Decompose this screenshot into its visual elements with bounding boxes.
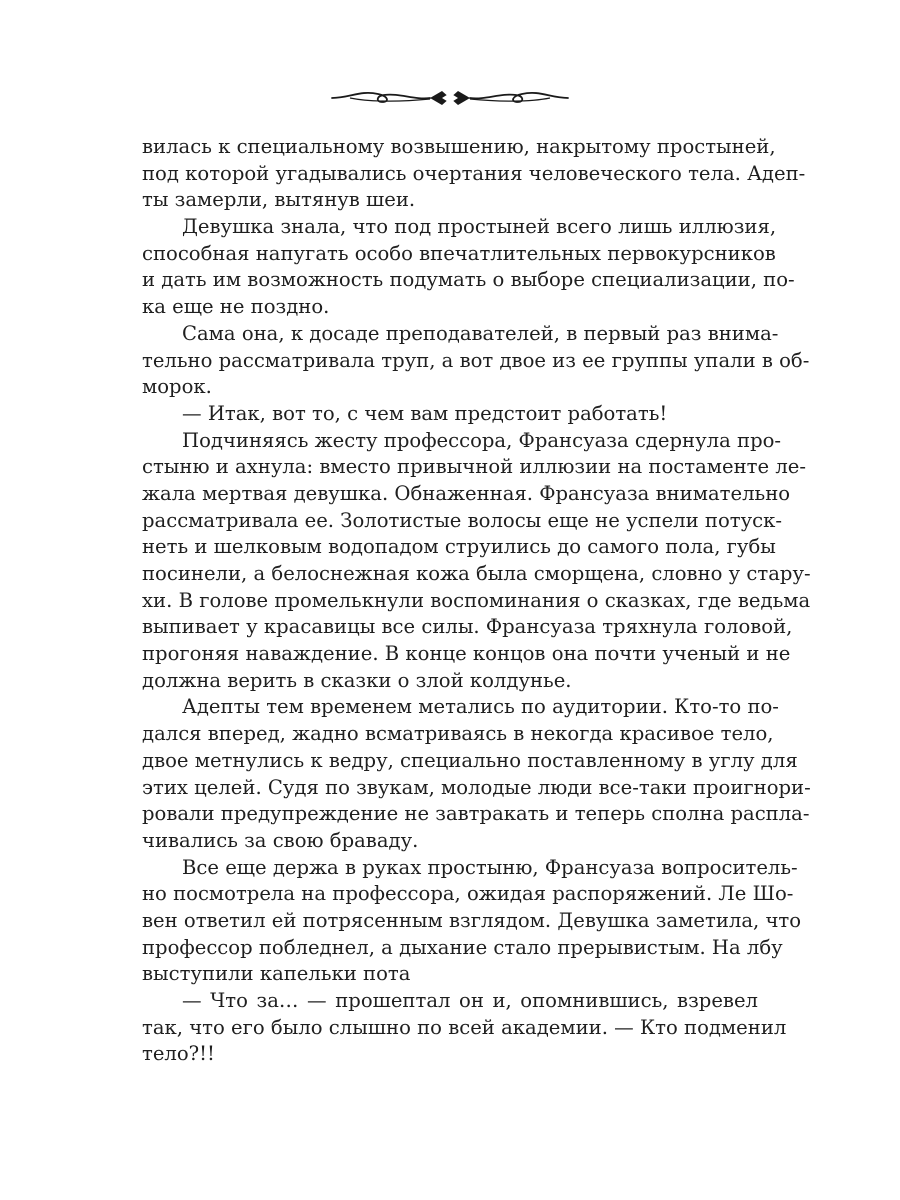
text-line: неть и шелковым водопадом струились до самого пола, губы [142,535,776,559]
body-text [142,134,811,1068]
text-line: но посмотрела на профессора, ожидая распоряжений. Ле Шо- [142,882,794,906]
paragraph [142,214,795,321]
text-line: ты замерли, вытянув шеи. [142,188,416,212]
text-line: способная напугать особо впечатлительных первокурсников [142,241,776,265]
text-line: тело?!! [142,1042,215,1066]
text-line: Подчиняясь жесту профессора, Франсуаза сдернула про- [182,428,782,452]
paragraph [142,428,811,695]
text-line: этих целей. Судя по звукам, молодые люди все-таки проигнори- [142,775,811,799]
text-line: Адепты тем временем метались по аудитории. Кто-то по- [182,695,779,719]
text-line: хи. В голове промелькнули воспоминания о сказках, где ведьма [142,588,811,612]
text-line: жала мертвая девушка. Обнаженная. Франсуаза внимательно [142,481,791,505]
text-line: под которой угадывались очертания человеческого тела. Адеп- [142,161,806,185]
paragraph [142,855,802,988]
text-line: и дать им возможность подумать о выборе специализации, по- [142,268,795,292]
text-line: Все еще держа в руках простыню, Франсуаза вопроситель- [182,855,798,879]
paragraph [142,694,811,854]
text-line: — Итак, вот то, с чем вам предстоит работать! [182,401,668,425]
paragraph [142,401,758,428]
text-line: чивались за свою браваду. [142,828,419,852]
text-line: прогоняя наваждение. В конце концов она почти ученый и не [142,642,791,666]
flourish-divider-icon [330,86,570,110]
text-line: выпивает у красавицы все силы. Франсуаза тряхнула головой, [142,615,793,639]
text-line: профессор побледнел, а дыхание стало прерывистым. На лбу [142,935,783,959]
text-line: Сама она, к досаде преподавателей, в первый раз внима- [182,321,779,345]
text-line: так, что его было слышно по всей академии. — Кто подменил [142,1015,787,1039]
paragraph [142,134,806,214]
text-line: стыню и ахнула: вместо привычной иллюзии на постаменте ле- [142,455,806,479]
paragraph [142,321,810,401]
text-line: рассматривала ее. Золотистые волосы еще не успели потуск- [142,508,782,532]
text-line: Девушка знала, что под простыней всего лишь иллюзия, [182,215,777,239]
text-line: дался вперед, жадно всматриваясь в некогда красивое тело, [142,722,774,746]
text-line: выступили капельки пота [142,962,411,986]
text-line: тельно рассматривала труп, а вот двое из ее группы упали в об- [142,348,810,372]
text-line: морок. [142,375,212,399]
text-line: вен ответил ей потрясенным взглядом. Девушка заметила, что [142,908,802,932]
paragraph [142,988,787,1068]
text-line: двое метнулись к ведру, специально поставленному в углу для [142,748,798,772]
text-line: ка еще не поздно. [142,295,330,319]
text-line: посинели, а белоснежная кожа была сморщена, словно у стару- [142,562,811,585]
text-line: ровали предупреждение не завтракать и теперь сполна распла- [142,802,810,826]
text-line: должна верить в сказки о злой колдунье. [142,668,572,692]
text-line: вилась к специальному возвышению, накрытому простыней, [142,135,776,158]
text-line: — Что за… — прошептал он и, опомнившись, взревел [182,989,758,1012]
